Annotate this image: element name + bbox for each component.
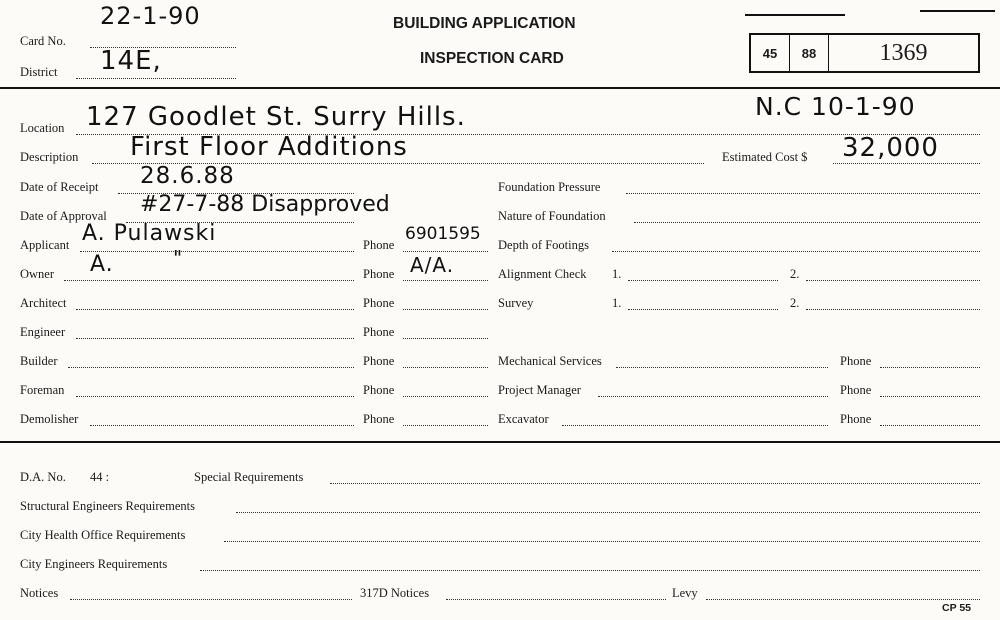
excavator-phone-label: Phone: [840, 412, 872, 426]
engineer-phone-line: [403, 338, 488, 339]
owner-phone-label: Phone: [363, 267, 395, 281]
project-manager-line: [598, 396, 828, 397]
architect-phone-line: [403, 309, 488, 310]
builder-phone-line: [403, 367, 488, 368]
demolisher-phone-line: [403, 425, 488, 426]
owner-phone-value: A/A.: [410, 253, 455, 277]
estimated-cost-value: 32,000: [842, 133, 939, 163]
mechanical-phone-label: Phone: [840, 354, 872, 368]
project-manager-phone-label: Phone: [840, 383, 872, 397]
special-requirements-label: Special Requirements: [194, 470, 304, 484]
owner-line: [64, 280, 354, 281]
card-no-value: 22-1-90: [100, 2, 201, 30]
depth-footings-label: Depth of Footings: [498, 238, 589, 252]
mechanical-phone-line: [880, 367, 980, 368]
notices-label: Notices: [20, 586, 59, 600]
card-no-label: Card No.: [20, 34, 66, 48]
survey-line2: [806, 309, 980, 310]
demolisher-label: Demolisher: [20, 412, 79, 426]
location-label: Location: [20, 121, 65, 135]
form-title-line1: BUILDING APPLICATION: [393, 15, 576, 32]
top-pen-mark-1: [745, 14, 845, 16]
architect-label: Architect: [20, 296, 67, 310]
applicant-value: A. Pulawski: [82, 221, 217, 246]
alignment-check-label: Alignment Check: [498, 267, 587, 281]
date-receipt-value: 28.6.88: [140, 163, 235, 189]
owner-ditto-mark: ": [173, 246, 184, 270]
ref-box-cell-3: 1369: [879, 39, 928, 66]
survey-num2: 2.: [790, 296, 800, 310]
nc-note: N.C 10-1-90: [755, 92, 916, 121]
structural-requirements-label: Structural Engineers Requirements: [20, 499, 195, 513]
estimated-cost-label: Estimated Cost $: [722, 150, 808, 164]
builder-label: Builder: [20, 354, 58, 368]
engineer-line: [76, 338, 354, 339]
city-engineers-requirements-line: [200, 570, 980, 571]
survey-num1: 1.: [612, 296, 622, 310]
survey-line1: [628, 309, 778, 310]
architect-phone-label: Phone: [363, 296, 395, 310]
levy-label: Levy: [672, 586, 698, 600]
foreman-phone-label: Phone: [363, 383, 395, 397]
builder-line: [68, 367, 354, 368]
da-no-value: 44 :: [90, 470, 110, 484]
description-value: First Floor Additions: [130, 132, 408, 162]
demolisher-line: [90, 425, 354, 426]
excavator-label: Excavator: [498, 412, 549, 426]
demolisher-phone-label: Phone: [363, 412, 395, 426]
survey-label: Survey: [498, 296, 534, 310]
health-requirements-label: City Health Office Requirements: [20, 528, 186, 542]
foundation-pressure-label: Foundation Pressure: [498, 180, 601, 194]
nature-foundation-line: [634, 222, 980, 223]
special-requirements-line: [330, 483, 980, 484]
project-manager-label: Project Manager: [498, 383, 581, 397]
foundation-pressure-line: [626, 193, 980, 194]
header-divider: [0, 87, 1000, 89]
levy-line: [706, 599, 980, 600]
architect-line: [76, 309, 354, 310]
foreman-label: Foreman: [20, 383, 65, 397]
alignment-check-line2: [806, 280, 980, 281]
form-title-line2: INSPECTION CARD: [420, 50, 564, 67]
foreman-phone-line: [403, 396, 488, 397]
notices-line: [70, 599, 352, 600]
ref-box-cell-2: 88: [790, 35, 829, 71]
notices-317d-line: [446, 599, 666, 600]
applicant-phone-line: [403, 251, 488, 252]
owner-value: A.: [90, 252, 114, 277]
engineer-label: Engineer: [20, 325, 66, 339]
structural-requirements-line: [236, 512, 980, 513]
district-line: [76, 78, 236, 79]
project-manager-phone-line: [880, 396, 980, 397]
form-code: CP 55: [942, 602, 971, 614]
alignment-check-num2: 2.: [790, 267, 800, 281]
mechanical-services-line: [616, 367, 828, 368]
location-value: 127 Goodlet St. Surry Hills.: [86, 102, 466, 132]
applicant-line: [80, 251, 354, 252]
section-divider: [0, 441, 1000, 443]
estimated-cost-line: [833, 163, 980, 164]
nature-foundation-label: Nature of Foundation: [498, 209, 606, 223]
depth-footings-line: [612, 251, 980, 252]
applicant-label: Applicant: [20, 238, 70, 252]
applicant-phone-value: 6901595: [405, 224, 481, 244]
applicant-phone-label: Phone: [363, 238, 395, 252]
owner-label: Owner: [20, 267, 55, 281]
excavator-phone-line: [880, 425, 980, 426]
engineer-phone-label: Phone: [363, 325, 395, 339]
description-label: Description: [20, 150, 79, 164]
excavator-line: [562, 425, 828, 426]
top-pen-mark-2: [920, 10, 995, 12]
owner-phone-line: [403, 280, 488, 281]
card-reference-box: [749, 33, 980, 73]
notices-317d-label: 317D Notices: [360, 586, 430, 600]
mechanical-services-label: Mechanical Services: [498, 354, 602, 368]
alignment-check-num1: 1.: [612, 267, 622, 281]
ref-box-cell-1: 45: [751, 35, 790, 71]
foreman-line: [76, 396, 354, 397]
alignment-check-line1: [628, 280, 778, 281]
district-value: 14E,: [100, 46, 162, 76]
builder-phone-label: Phone: [363, 354, 395, 368]
da-no-label: D.A. No.: [20, 470, 66, 484]
city-engineers-requirements-label: City Engineers Requirements: [20, 557, 168, 571]
date-receipt-label: Date of Receipt: [20, 180, 99, 194]
health-requirements-line: [224, 541, 980, 542]
district-label: District: [20, 65, 58, 79]
date-approval-value: #27-7-88 Disapproved: [140, 192, 390, 217]
date-approval-label: Date of Approval: [20, 209, 107, 223]
